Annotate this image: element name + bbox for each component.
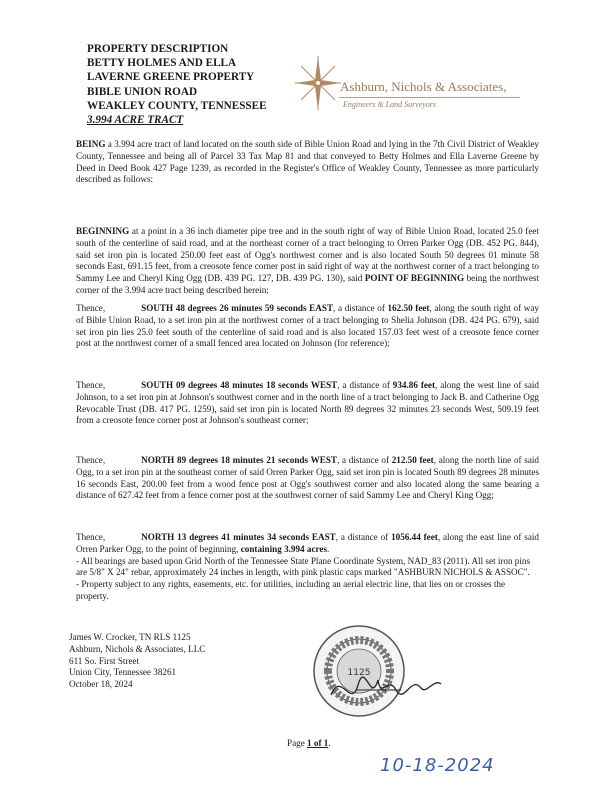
paragraph-course-3 <box>76 455 539 502</box>
course-4-lead: Thence, <box>76 532 106 542</box>
page-number <box>287 738 331 748</box>
course-2-bearing: SOUTH 09 degrees 48 minutes 18 seconds WEST <box>141 380 338 390</box>
title-line-2: BETTY HOLMES AND ELLA <box>87 57 237 70</box>
handwritten-signature <box>326 660 446 720</box>
course-2-lead: Thence, <box>76 380 106 390</box>
page-prefix: Page <box>287 738 308 748</box>
paragraph-course-4 <box>76 532 539 603</box>
acreage-statement: containing 3.994 acres <box>240 543 327 554</box>
title-line-4: BIBLE UNION ROAD <box>87 85 198 98</box>
page-suffix: . <box>328 738 331 748</box>
paragraph-course-1 <box>76 303 539 350</box>
surveyor-city: Union City, Tennessee 38261 <box>69 667 177 678</box>
logo-divider <box>339 97 520 98</box>
course-1-distance: 162.50 feet <box>387 303 430 313</box>
title-line-3: LAVERNE GREENE PROPERTY <box>87 71 255 84</box>
seal-number: 1125 <box>347 668 371 678</box>
course-1-lead: Thence, <box>76 303 106 313</box>
surveyor-address: 611 So. First Street <box>69 655 140 666</box>
bearings-note: - All bearings are based upon Grid North of the Tennessee State Plane Coordinate System, NAD_83 (2011). All set iron pins are 5/8" X 24" rebar, approximately 24 inches in length, with pink plastic caps marked "ASHBURN NICHOLS & ASSOC". <box>76 555 531 578</box>
point-of-beginning-label: POINT OF BEGINNING <box>364 273 465 284</box>
company-logo-subtitle: Engineers & Land Surveyors <box>343 100 437 109</box>
title-line-1: PROPERTY DESCRIPTION <box>87 43 229 55</box>
course-3-bearing: NORTH 89 degrees 18 minutes 21 seconds WEST <box>141 455 337 465</box>
course-3-lead: Thence, <box>76 455 106 465</box>
document-title-block <box>87 42 267 127</box>
course-4-distance: 1056.44 feet <box>391 532 438 542</box>
easements-note: - Property subject to any rights, easements, etc. for utilities, including an aerial electric line, that lies on or crosses the property. <box>76 579 505 601</box>
course-4-text: , along the east line of said Orren Parker Ogg, to the point of beginning, <box>76 532 539 554</box>
title-line-6: 3.994 ACRE TRACT <box>87 114 184 127</box>
surveyor-signature-block <box>69 632 205 691</box>
course-2-text: , along the west line of said Johnson, to a set iron pin at Johnson's southwest corner and in the north line of a tract belonging to Jack B. and Catherine Ogg Revocable Trust (DB. 417 PG. 1259), said set iron pin is located North 89 degrees 32 minutes 23 seconds West, 509.19 feet from a creosote fence corner post at Johnson's southeast corner; <box>76 380 539 426</box>
course-4-bearing: NORTH 13 degrees 41 minutes 34 seconds EAST <box>141 532 336 542</box>
page-count: 1 of 1 <box>307 738 329 748</box>
compass-star-icon <box>293 52 343 114</box>
being-label: BEING <box>76 139 106 149</box>
title-line-5: WEAKLEY COUNTY, TENNESSEE <box>87 99 267 112</box>
course-1-mid: , a distance of <box>333 303 388 313</box>
beginning-label: BEGINNING <box>76 226 130 236</box>
course-4-mid: , a distance of <box>335 532 392 542</box>
course-3-distance: 212.50 feet <box>391 455 434 465</box>
course-2-distance: 934.86 feet <box>392 380 435 390</box>
paragraph-being <box>76 139 539 186</box>
course-4-end: . <box>327 543 330 554</box>
company-logo-name: Ashburn, Nichols & Associates, <box>340 79 507 94</box>
course-3-text: , along the north line of said Ogg, to a set iron pin at the southeast corner of said Orren Parker Ogg, said set iron pin is located South 89 degrees 28 minutes 16 seconds East, 200.00 feet from a wood fence post at Ogg's southwest corner and also located along the same bearing a distance of 627.42 feet from a fence corner post at the southwest corner of said Sammy Lee and Cheryl King Ogg; <box>76 455 539 501</box>
beginning-text-end: being the northwest corner of the 3.994 acre tract being described herein; <box>76 273 539 295</box>
being-text: a 3.994 acre tract of land located on the south side of Bible Union Road and lying in the 7th Civil District of Weakley County, Tennessee and being all of Parcel 33 Tax Map 81 and that conveyed to Betty Holmes and Ella Laverne Greene by Deed in Deed Book 427 Page 1239, as recorded in the Register's Office of Weakley County, Tennessee as more particularly described as follows: <box>76 139 539 185</box>
paragraph-course-2 <box>76 380 539 427</box>
surveyor-name: James W. Crocker, TN RLS 1125 <box>69 632 191 642</box>
survey-date: October 18, 2024 <box>69 679 133 690</box>
course-3-mid: , a distance of <box>336 455 392 465</box>
surveyor-company: Ashburn, Nichols & Associates, LLC <box>69 643 206 654</box>
course-1-text: , along the south right of way of Bible Union Road, to a set iron pin at the northwest corner of a tract belonging to Shelia Johnson (DB. 424 PG. 679), said set iron pin lies 25.0 feet south of the centerline of said road and is also located 157.03 feet west of a creosote fence corner post at the northwest corner of a small fenced area located on Johnson (for reference); <box>76 303 539 349</box>
paragraph-beginning <box>76 226 539 297</box>
course-2-mid: , a distance of <box>337 380 393 390</box>
beginning-text: at a point in a 36 inch diameter pipe tree and in the south right of way of Bible Union Road, located 25.0 feet south of the centerline of said road, and at the northeast corner of a tract belonging to Orren Parker Ogg (DB. 452 PG. 844), said set iron pin is located 250.00 feet east of Ogg's northwest corner and is also located South 50 degrees 01 minute 58 seconds East, 691.15 feet, from a creosote fence corner post in said right of way at the northwest corner of a tract belonging to Sammy Lee and Cheryl King Ogg (DB. 439 PG. 127, DB. 439 PG. 130), said <box>76 226 539 284</box>
handwritten-date: 10-18-2024 <box>380 755 495 776</box>
course-1-bearing: SOUTH 48 degrees 26 minutes 59 seconds EAST <box>141 303 334 313</box>
